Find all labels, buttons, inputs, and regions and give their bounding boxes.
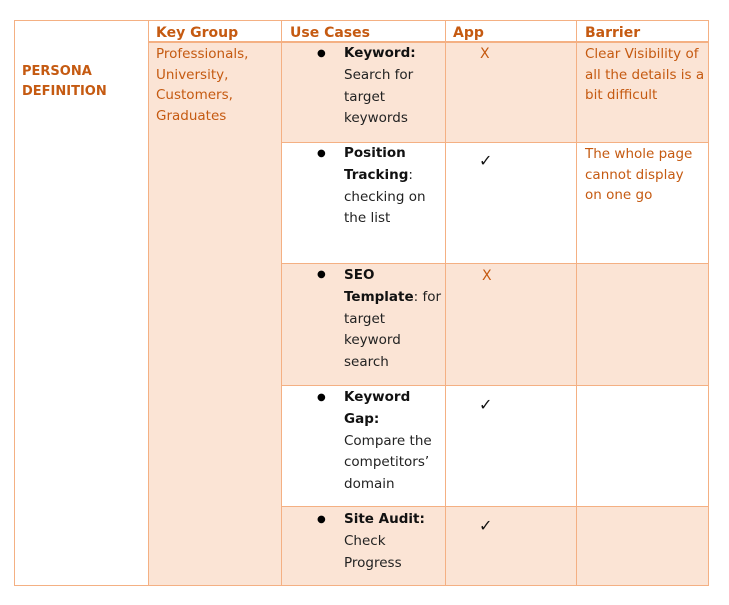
- bullet-icon: ●: [317, 48, 326, 59]
- use-case-seo-template: SEO Template: for target keyword search: [344, 267, 442, 371]
- header-use-cases: Use Cases: [290, 25, 370, 41]
- border-left: [14, 20, 15, 586]
- persona-line-1: PERSONA: [22, 64, 92, 79]
- header-app: App: [453, 25, 484, 41]
- use-case-keyword: [344, 43, 444, 130]
- border-top: [14, 20, 709, 21]
- key-group-text: [156, 44, 248, 126]
- key-group-line: Graduates: [156, 107, 227, 124]
- key-group-line: Professionals,: [156, 46, 249, 62]
- bullet-icon: ●: [317, 148, 326, 159]
- key-group-line: University,: [156, 66, 229, 83]
- app-x-mark: X: [482, 268, 492, 284]
- use-case-position-tracking: Position Tracking: checking on the list: [344, 145, 426, 227]
- row-3-divider: [281, 385, 709, 386]
- bullet-icon: ●: [317, 269, 326, 280]
- col-divider-3: [445, 20, 446, 586]
- bullet-icon: ●: [317, 514, 326, 525]
- border-bottom: [14, 585, 709, 586]
- row-4-divider: [281, 506, 709, 507]
- col-divider-4: [576, 20, 577, 586]
- app-check-mark: ✓: [479, 151, 493, 170]
- use-case-title: Keyword:: [344, 45, 416, 61]
- app-check-mark: ✓: [479, 516, 493, 535]
- header-barrier: Barrier: [585, 25, 641, 41]
- app-check-mark: ✓: [479, 395, 493, 414]
- use-case-desc: target: [344, 88, 386, 105]
- col-divider-2: [281, 20, 282, 586]
- use-case-desc: keywords: [344, 110, 408, 127]
- bullet-icon: ●: [317, 392, 326, 403]
- barrier-text: Clear Visibility of all the details is a bit difficult: [585, 46, 705, 103]
- use-case-keyword-gap: Keyword Gap: Compare the competitors’ domain: [344, 389, 432, 493]
- use-case-desc: Search for: [344, 66, 414, 83]
- key-group-line: Customers,: [156, 87, 233, 103]
- use-case-site-audit: Site Audit: Check Progress: [344, 511, 425, 571]
- persona-cell: [14, 20, 148, 585]
- border-right: [708, 20, 709, 586]
- persona-line-2: DEFINITION: [22, 84, 107, 99]
- persona-label: [22, 62, 107, 102]
- col-divider-1: [148, 20, 149, 586]
- barrier-text: The whole page cannot display on one go: [585, 146, 693, 203]
- header-key-group: Key Group: [156, 25, 239, 41]
- row-2-divider: [281, 263, 709, 264]
- app-x-mark: X: [480, 46, 490, 62]
